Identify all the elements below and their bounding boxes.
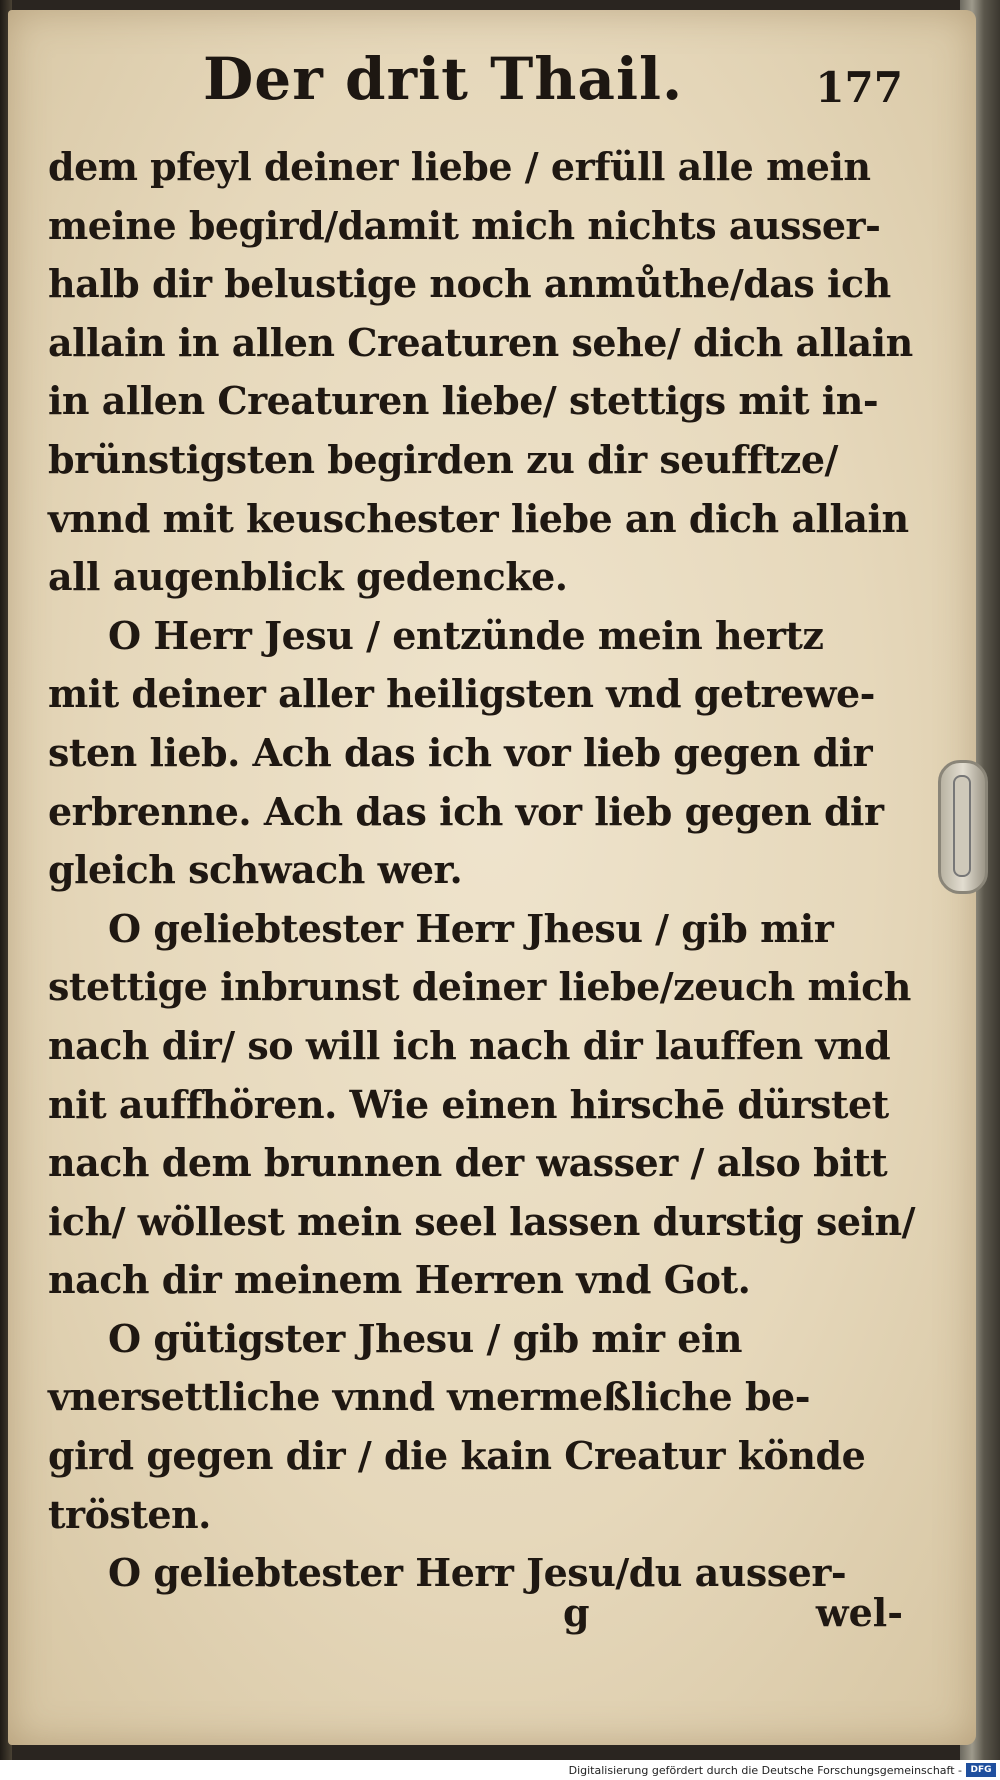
catchword: wel- — [815, 1590, 903, 1635]
text-line: gird gegen dir / die kain Creatur könde — [48, 1433, 866, 1479]
text-line: O gütigster Jhesu / gib mir ein — [108, 1315, 743, 1361]
text-line: in allen Creaturen liebe/ stettigs mit in- — [48, 378, 879, 424]
book-page — [8, 10, 976, 1745]
footer-bar — [0, 1760, 1000, 1780]
text-line: erbrenne. Ach das ich vor lieb gegen dir — [48, 788, 884, 834]
text-line: nach dir meinem Herren vnd Got. — [48, 1257, 751, 1303]
text-line: gleich schwach wer. — [48, 847, 463, 893]
text-line: vnnd mit keuschester liebe an dich allain — [48, 495, 909, 541]
signature-line — [48, 1590, 903, 1650]
text-line: O geliebtester Herr Jesu/du ausser- — [108, 1550, 847, 1596]
text-line: mit deiner aller heiligsten vnd getrewe- — [48, 671, 875, 717]
text-line: nach dir/ so will ich nach dir lauffen vnd — [48, 1022, 891, 1068]
text-line: nit auffhören. Wie einen hirschē dürstet — [48, 1081, 889, 1127]
signature-mark: g — [563, 1590, 590, 1635]
text-line: brünstigsten begirden zu dir seufftze/ — [48, 436, 838, 482]
text-line: halb dir belustige noch anmůthe/das ich — [48, 261, 891, 307]
clasp-inner — [953, 775, 971, 877]
text-line: sten lieb. Ach das ich vor lieb gegen dir — [48, 729, 873, 775]
text-line: O Herr Jesu / entzünde mein hertz — [108, 612, 824, 658]
text-line: all augenblick gedencke. — [48, 554, 568, 600]
text-line: vnersettliche vnnd vnermeßliche be- — [48, 1374, 810, 1420]
text-line: stettige inbrunst deiner liebe/zeuch mich — [48, 964, 911, 1010]
text-line: dem pfeyl deiner liebe / erfüll alle mein — [48, 144, 871, 189]
page-text — [48, 138, 915, 1603]
text-line: ich/ wöllest mein seel lassen durstig sein/ — [48, 1198, 915, 1244]
text-line: trösten. — [48, 1491, 211, 1537]
funding-credit: Digitalisierung gefördert durch die Deutsche Forschungsgemeinschaft - — [568, 1764, 962, 1777]
clasp-icon — [938, 760, 988, 894]
running-title: Der drit Thail. — [203, 45, 684, 113]
text-line: meine begird/damit mich nichts ausser- — [48, 202, 881, 248]
text-line: allain in allen Creaturen sehe/ dich allain — [48, 319, 913, 365]
page-header — [203, 45, 903, 125]
text-line: nach dem brunnen der wasser / also bitt — [48, 1140, 888, 1186]
text-line: O geliebtester Herr Jhesu / gib mir — [108, 905, 834, 951]
dfg-logo-icon: DFG — [966, 1763, 996, 1777]
page-number: 177 — [815, 63, 903, 112]
